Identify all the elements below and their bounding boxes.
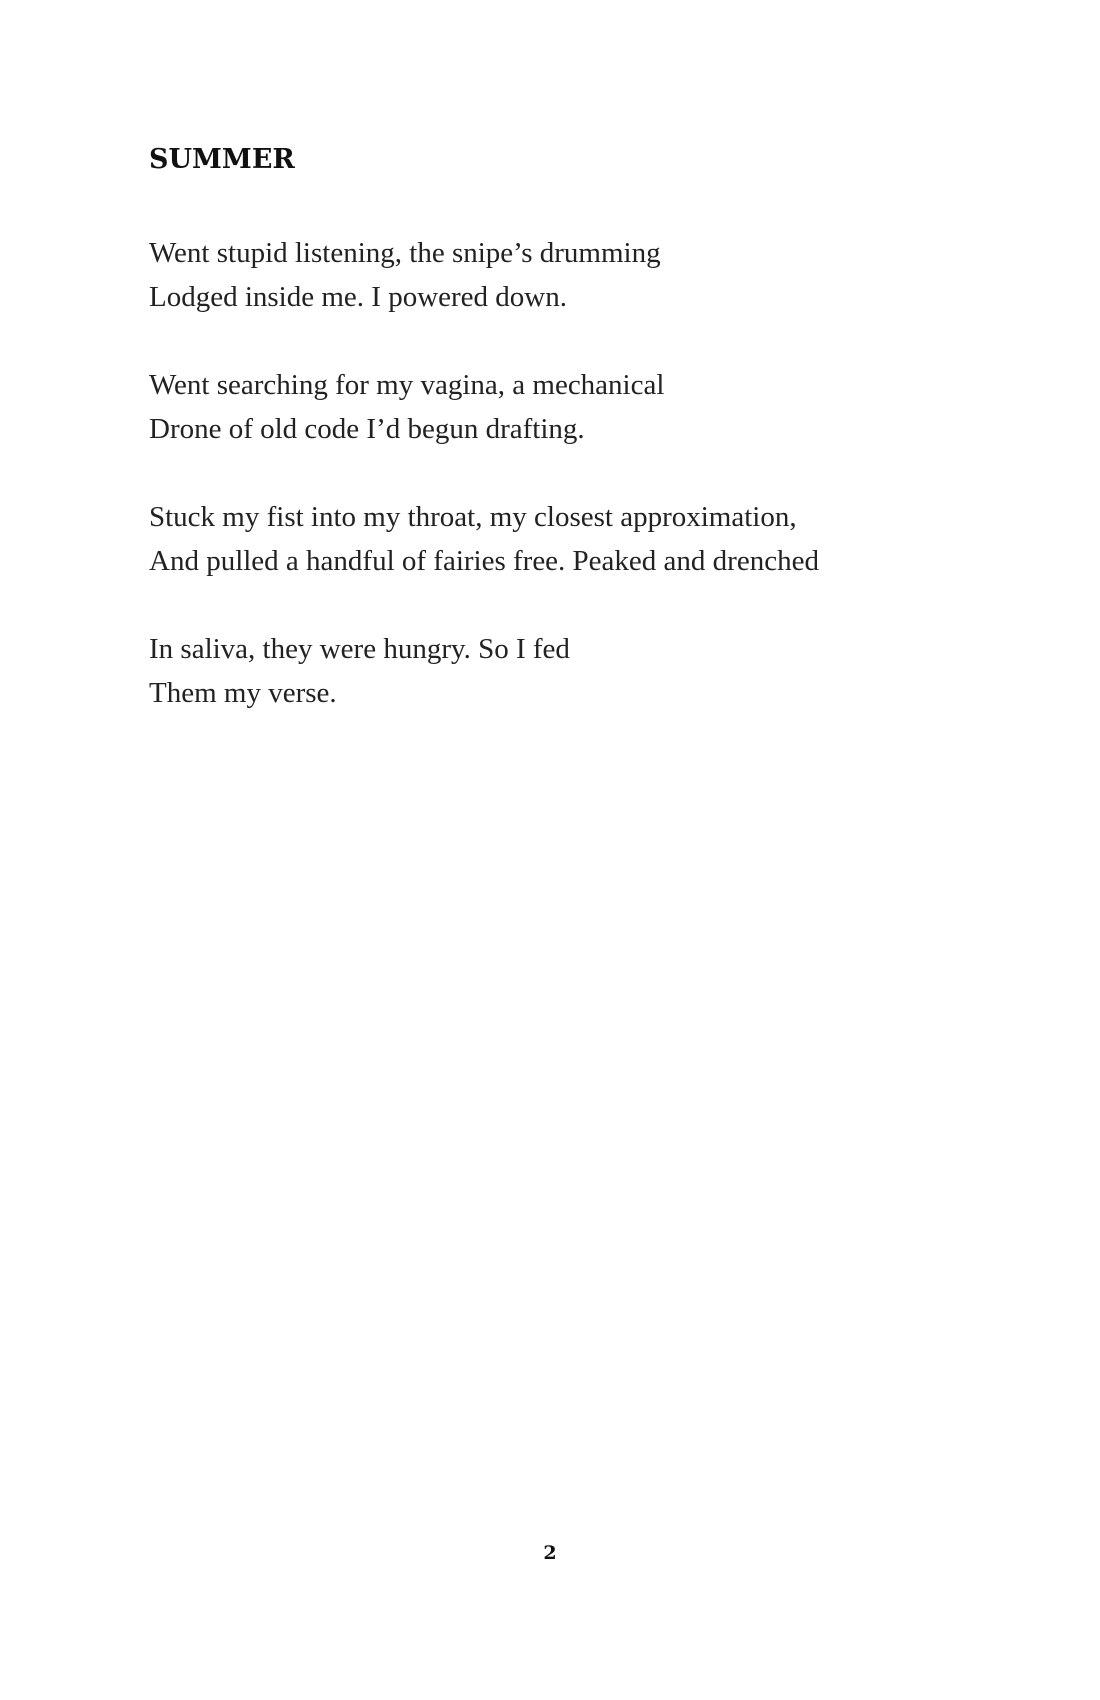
page-number: 2: [543, 1542, 557, 1564]
poem-line: Went stupid listening, the snipe’s drumming: [149, 237, 661, 269]
poem-title: SUMMER: [149, 144, 295, 175]
stanza-1: [149, 231, 999, 319]
poem-line: In saliva, they were hungry. So I fed: [149, 633, 570, 665]
stanza-3: [149, 495, 999, 583]
poem-line: And pulled a handful of fairies free. Peaked and drenched: [149, 545, 819, 577]
poem-line: Them my verse.: [149, 677, 337, 709]
poem-line: Stuck my fist into my throat, my closest approximation,: [149, 501, 797, 533]
stanza-4: [149, 627, 999, 715]
poem-line: Lodged inside me. I powered down.: [149, 281, 567, 313]
poem-body: [149, 231, 999, 759]
poem-line: Went searching for my vagina, a mechanical: [149, 369, 665, 401]
stanza-2: [149, 363, 999, 451]
poem-line: Drone of old code I’d begun drafting.: [149, 413, 585, 445]
